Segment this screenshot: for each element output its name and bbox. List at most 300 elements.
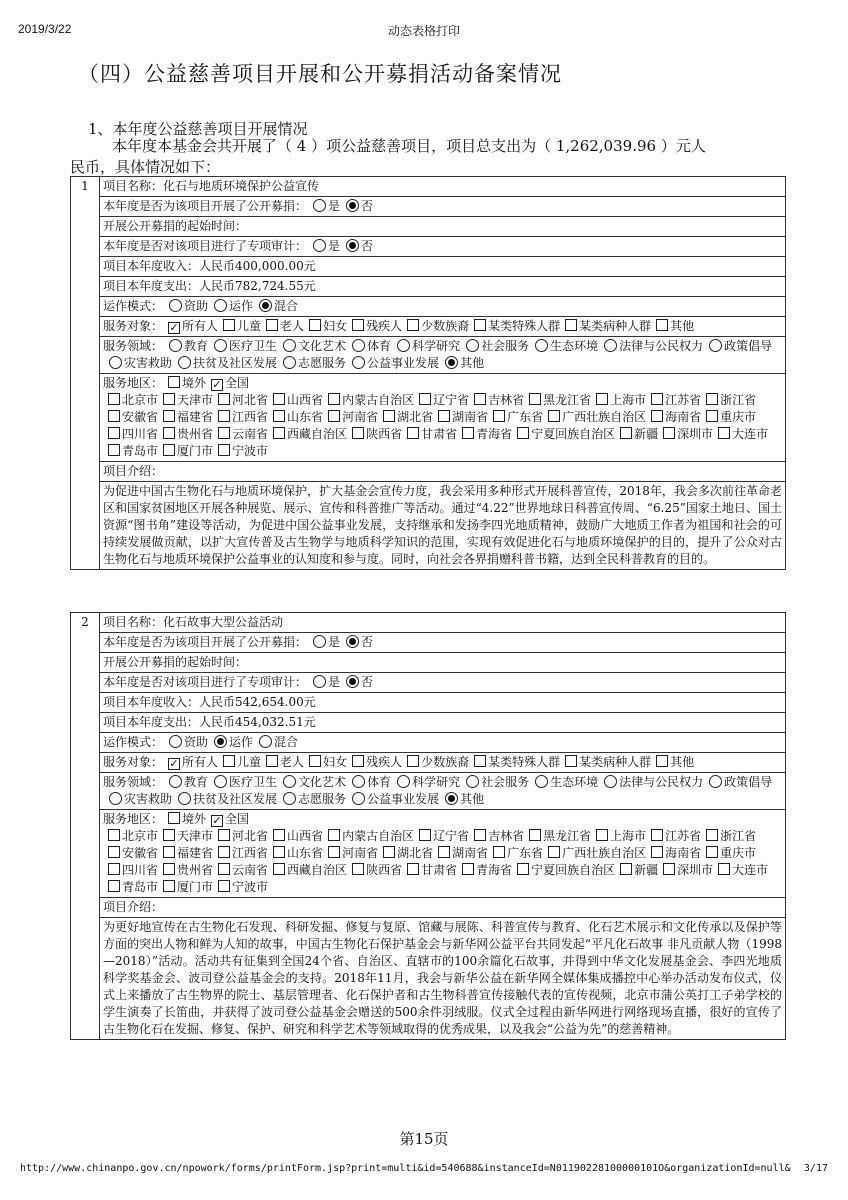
checkbox-icon[interactable] (163, 829, 175, 841)
checkbox-option[interactable] (701, 845, 756, 862)
radio-icon[interactable] (352, 339, 365, 352)
checkbox-option[interactable] (615, 862, 658, 879)
radio-icon[interactable] (169, 339, 182, 352)
radio-icon[interactable] (352, 775, 365, 788)
checkbox-icon[interactable] (706, 829, 718, 841)
radio-icon[interactable] (535, 339, 548, 352)
radio-checked-icon[interactable] (445, 356, 458, 369)
checkbox-option[interactable] (524, 392, 591, 409)
checkbox-option[interactable] (158, 845, 213, 862)
checkbox-option[interactable] (163, 375, 206, 392)
checkbox-icon[interactable] (656, 755, 668, 767)
checkbox-option[interactable] (103, 845, 158, 862)
checkbox-icon[interactable] (352, 755, 364, 767)
checkbox-option[interactable] (261, 754, 304, 771)
checkbox-icon[interactable] (108, 829, 120, 841)
checkbox-icon[interactable] (309, 755, 321, 767)
radio-icon[interactable] (604, 339, 617, 352)
checkbox-option[interactable] (213, 409, 268, 426)
radio-option[interactable] (703, 338, 772, 355)
checkbox-option[interactable] (646, 392, 701, 409)
radio-option[interactable] (307, 198, 340, 215)
checkbox-icon[interactable] (383, 846, 395, 858)
radio-icon[interactable] (283, 339, 296, 352)
checkbox-icon[interactable] (419, 829, 431, 841)
checkbox-option[interactable] (304, 318, 347, 335)
radio-option[interactable] (307, 634, 340, 651)
checkbox-option[interactable] (218, 318, 261, 335)
checkbox-label: 江苏省 (665, 829, 702, 843)
checkbox-icon[interactable] (596, 829, 608, 841)
radio-option[interactable] (439, 355, 484, 372)
row-income-cell (100, 693, 786, 713)
checkbox-checked-icon[interactable] (168, 758, 180, 770)
checkbox-option[interactable] (378, 409, 433, 426)
checkbox-checked-icon[interactable] (168, 322, 180, 334)
radio-icon[interactable] (178, 356, 191, 369)
checkbox-icon[interactable] (309, 319, 321, 331)
checkbox-option[interactable] (268, 828, 323, 845)
checkbox-option[interactable] (323, 845, 378, 862)
radio-option[interactable] (598, 774, 691, 791)
checkbox-icon[interactable] (163, 427, 175, 439)
radio-icon[interactable] (709, 339, 722, 352)
checkbox-option[interactable] (158, 879, 213, 896)
checkbox-option[interactable] (213, 862, 268, 879)
checkbox-option[interactable] (701, 828, 756, 845)
checkbox-icon[interactable] (493, 410, 505, 422)
checkbox-option[interactable] (347, 862, 402, 879)
radio-icon[interactable] (169, 775, 182, 788)
radio-option[interactable] (253, 298, 298, 315)
checkbox-icon[interactable] (328, 393, 340, 405)
checkbox-icon[interactable] (596, 393, 608, 405)
checkbox-option[interactable] (713, 426, 768, 443)
checkbox-option[interactable] (103, 426, 158, 443)
radio-icon[interactable] (466, 339, 479, 352)
radio-icon[interactable] (313, 635, 326, 648)
checkbox-option[interactable] (206, 811, 249, 828)
checkbox-icon[interactable] (474, 393, 486, 405)
radio-option[interactable] (346, 774, 391, 791)
radio-checked-icon[interactable] (346, 199, 359, 212)
radio-option[interactable] (163, 298, 208, 315)
radio-icon[interactable] (283, 775, 296, 788)
radio-icon[interactable] (178, 792, 191, 805)
checkbox-icon[interactable] (266, 319, 278, 331)
checkbox-label: 宁波市 (232, 880, 269, 894)
radio-option[interactable] (277, 355, 346, 372)
checkbox-icon[interactable] (273, 393, 285, 405)
radio-option[interactable] (346, 355, 439, 372)
checkbox-icon[interactable] (163, 863, 175, 875)
radio-icon[interactable] (313, 239, 326, 252)
row-audit (71, 237, 786, 257)
checkbox-icon[interactable] (168, 376, 180, 388)
row-field (71, 773, 786, 810)
radio-option[interactable] (277, 774, 346, 791)
checkbox-icon[interactable] (108, 863, 120, 875)
checkbox-option[interactable] (213, 845, 268, 862)
checkbox-option[interactable] (651, 754, 694, 771)
radio-checked-icon[interactable] (346, 239, 359, 252)
checkbox-option[interactable] (713, 862, 768, 879)
checkbox-icon[interactable] (529, 829, 541, 841)
checkbox-option[interactable] (469, 392, 524, 409)
checkbox-icon[interactable] (548, 410, 560, 422)
checkbox-option[interactable] (402, 862, 445, 879)
checkbox-icon[interactable] (108, 880, 120, 892)
checkbox-option[interactable] (457, 862, 512, 879)
checkbox-option[interactable] (414, 828, 469, 845)
radio-checked-icon[interactable] (445, 792, 458, 805)
checkbox-option[interactable] (469, 318, 560, 335)
checkbox-option[interactable] (218, 754, 261, 771)
checkbox-option[interactable] (304, 754, 347, 771)
radio-option[interactable] (277, 338, 346, 355)
checkbox-icon[interactable] (328, 829, 340, 841)
radio-option[interactable] (346, 338, 391, 355)
radio-icon[interactable] (109, 792, 122, 805)
radio-icon[interactable] (283, 356, 296, 369)
radio-option[interactable] (307, 238, 340, 255)
checkbox-icon[interactable] (163, 444, 175, 456)
checkbox-option[interactable] (268, 409, 323, 426)
checkbox-icon[interactable] (651, 829, 663, 841)
checkbox-icon[interactable] (328, 410, 340, 422)
checkbox-icon[interactable] (218, 427, 230, 439)
radio-icon[interactable] (214, 339, 227, 352)
radio-icon[interactable] (283, 792, 296, 805)
checkbox-icon[interactable] (218, 880, 230, 892)
checkbox-option[interactable] (543, 845, 646, 862)
checkbox-icon[interactable] (517, 427, 529, 439)
checkbox-label: 厦门市 (177, 444, 214, 458)
checkbox-icon[interactable] (620, 863, 632, 875)
radio-option[interactable] (529, 774, 598, 791)
checkbox-icon[interactable] (407, 319, 419, 331)
checkbox-icon[interactable] (163, 846, 175, 858)
checkbox-checked-icon[interactable] (211, 379, 223, 391)
checkbox-option[interactable] (433, 845, 488, 862)
checkbox-label: 黑龙江省 (543, 393, 592, 407)
radio-label: 灾害救助 (124, 792, 173, 806)
radio-option[interactable] (253, 734, 298, 751)
radio-option[interactable] (391, 774, 460, 791)
checkbox-icon[interactable] (493, 846, 505, 858)
radio-option[interactable] (346, 791, 439, 808)
public-fund-label: 本年度是否为该项目开展了公开募捐： (103, 199, 308, 213)
checkbox-icon[interactable] (407, 863, 419, 875)
checkbox-icon[interactable] (407, 427, 419, 439)
checkbox-option[interactable] (402, 318, 469, 335)
checkbox-checked-icon[interactable] (211, 815, 223, 827)
checkbox-option[interactable] (402, 426, 445, 443)
checkbox-icon[interactable] (273, 846, 285, 858)
radio-icon[interactable] (169, 299, 182, 312)
checkbox-icon[interactable] (407, 755, 419, 767)
checkbox-option[interactable] (560, 754, 651, 771)
radio-checked-icon[interactable] (259, 299, 272, 312)
checkbox-icon[interactable] (651, 393, 663, 405)
checkbox-icon[interactable] (218, 393, 230, 405)
checkbox-option[interactable] (103, 879, 158, 896)
radio-icon[interactable] (214, 299, 227, 312)
checkbox-icon[interactable] (218, 863, 230, 875)
checkbox-option[interactable] (414, 392, 469, 409)
checkbox-option[interactable] (163, 754, 218, 771)
checkbox-option[interactable] (469, 754, 560, 771)
checkbox-icon[interactable] (352, 427, 364, 439)
checkbox-option[interactable] (646, 409, 701, 426)
checkbox-option[interactable] (469, 828, 524, 845)
radio-option[interactable] (460, 338, 529, 355)
checkbox-icon[interactable] (273, 863, 285, 875)
radio-option[interactable] (340, 198, 373, 215)
checkbox-option[interactable] (658, 862, 713, 879)
checkbox-option[interactable] (402, 754, 469, 771)
checkbox-option[interactable] (615, 426, 658, 443)
checkbox-icon[interactable] (438, 846, 450, 858)
checkbox-icon[interactable] (438, 410, 450, 422)
checkbox-icon[interactable] (108, 393, 120, 405)
row-area-cell (100, 374, 786, 462)
checkbox-option[interactable] (646, 828, 701, 845)
radio-icon[interactable] (352, 356, 365, 369)
checkbox-option[interactable] (323, 409, 378, 426)
checkbox-icon[interactable] (218, 829, 230, 841)
checkbox-option[interactable] (163, 811, 206, 828)
radio-option[interactable] (103, 791, 172, 808)
radio-checked-icon[interactable] (346, 675, 359, 688)
checkbox-icon[interactable] (651, 410, 663, 422)
radio-icon[interactable] (109, 356, 122, 369)
checkbox-icon[interactable] (663, 863, 675, 875)
checkbox-option[interactable] (658, 426, 713, 443)
checkbox-label: 辽宁省 (433, 829, 470, 843)
checkbox-option[interactable] (158, 443, 213, 460)
row-public-fund (71, 633, 786, 653)
checkbox-option[interactable] (651, 318, 694, 335)
checkbox-icon[interactable] (163, 880, 175, 892)
checkbox-option[interactable] (543, 409, 646, 426)
radio-option[interactable] (208, 338, 277, 355)
checkbox-option[interactable] (512, 426, 615, 443)
checkbox-icon[interactable] (718, 427, 730, 439)
checkbox-option[interactable] (268, 392, 323, 409)
radio-option[interactable] (103, 355, 172, 372)
checkbox-icon[interactable] (663, 427, 675, 439)
checkbox-option[interactable] (103, 862, 158, 879)
checkbox-icon[interactable] (706, 846, 718, 858)
checkbox-label: 吉林省 (488, 829, 525, 843)
checkbox-option[interactable] (433, 409, 488, 426)
checkbox-icon[interactable] (218, 444, 230, 456)
checkbox-icon[interactable] (352, 863, 364, 875)
checkbox-icon[interactable] (718, 863, 730, 875)
checkbox-option[interactable] (591, 828, 646, 845)
checkbox-label: 海南省 (665, 410, 702, 424)
checkbox-icon[interactable] (706, 410, 718, 422)
checkbox-option[interactable] (206, 375, 249, 392)
checkbox-option[interactable] (701, 392, 756, 409)
checkbox-option[interactable] (524, 828, 591, 845)
checkbox-option[interactable] (347, 754, 402, 771)
radio-icon[interactable] (709, 775, 722, 788)
checkbox-icon[interactable] (223, 755, 235, 767)
checkbox-option[interactable] (158, 426, 213, 443)
radio-option[interactable] (307, 674, 340, 691)
checkbox-icon[interactable] (266, 755, 278, 767)
checkbox-icon[interactable] (328, 846, 340, 858)
checkbox-icon[interactable] (108, 427, 120, 439)
checkbox-icon[interactable] (383, 410, 395, 422)
checkbox-icon[interactable] (656, 319, 668, 331)
field-wrap-text: 力 (691, 775, 704, 789)
radio-option[interactable] (163, 734, 208, 751)
checkbox-option[interactable] (103, 392, 158, 409)
checkbox-option[interactable] (213, 879, 268, 896)
checkbox-option[interactable] (268, 845, 323, 862)
radio-icon[interactable] (397, 775, 410, 788)
checkbox-icon[interactable] (419, 393, 431, 405)
radio-option[interactable] (172, 791, 277, 808)
checkbox-option[interactable] (213, 828, 268, 845)
checkbox-option[interactable] (163, 318, 218, 335)
serve-field-label: 服务领域： (103, 339, 164, 353)
checkbox-option[interactable] (103, 828, 158, 845)
checkbox-icon[interactable] (529, 393, 541, 405)
checkbox-icon[interactable] (273, 427, 285, 439)
radio-option[interactable] (208, 734, 253, 751)
checkbox-icon[interactable] (548, 846, 560, 858)
radio-icon[interactable] (169, 735, 182, 748)
checkbox-icon[interactable] (108, 846, 120, 858)
checkbox-label: 湖南省 (452, 410, 489, 424)
radio-icon[interactable] (313, 199, 326, 212)
radio-icon[interactable] (535, 775, 548, 788)
checkbox-option[interactable] (268, 426, 347, 443)
checkbox-icon[interactable] (474, 829, 486, 841)
checkbox-icon[interactable] (273, 410, 285, 422)
radio-option[interactable] (163, 774, 208, 791)
checkbox-icon[interactable] (273, 829, 285, 841)
radio-icon[interactable] (466, 775, 479, 788)
radio-icon[interactable] (214, 775, 227, 788)
radio-option[interactable] (529, 338, 598, 355)
checkbox-icon[interactable] (163, 410, 175, 422)
checkbox-option[interactable] (158, 828, 213, 845)
checkbox-option[interactable] (347, 318, 402, 335)
radio-icon[interactable] (313, 675, 326, 688)
checkbox-label: 内蒙古自治区 (342, 829, 415, 843)
checkbox-icon[interactable] (565, 319, 577, 331)
radio-option[interactable] (163, 338, 208, 355)
checkbox-option[interactable] (378, 845, 433, 862)
checkbox-option[interactable] (158, 409, 213, 426)
checkbox-icon[interactable] (108, 410, 120, 422)
row-income (71, 693, 786, 713)
project-number: 2 (71, 613, 100, 1040)
checkbox-icon[interactable] (218, 846, 230, 858)
checkbox-icon[interactable] (517, 863, 529, 875)
checkbox-option[interactable] (701, 409, 756, 426)
radio-option[interactable] (703, 774, 772, 791)
checkbox-option[interactable] (158, 862, 213, 879)
checkbox-option[interactable] (213, 392, 268, 409)
checkbox-icon[interactable] (218, 410, 230, 422)
checkbox-option[interactable] (103, 443, 158, 460)
checkbox-option[interactable] (488, 845, 543, 862)
checkbox-label: 广东省 (507, 846, 544, 860)
intro-line-2: 民币，具体情况如下： (70, 158, 221, 176)
radio-option[interactable] (208, 298, 253, 315)
checkbox-icon[interactable] (163, 393, 175, 405)
checkbox-label: 河北省 (232, 829, 269, 843)
checkbox-label: 福建省 (177, 846, 214, 860)
radio-label: 政策倡导 (724, 339, 773, 353)
checkbox-icon[interactable] (108, 444, 120, 456)
radio-option[interactable] (340, 674, 373, 691)
checkbox-option[interactable] (323, 828, 414, 845)
radio-icon[interactable] (604, 775, 617, 788)
checkbox-option[interactable] (103, 409, 158, 426)
checkbox-option[interactable] (213, 443, 268, 460)
checkbox-option[interactable] (323, 392, 414, 409)
radio-option[interactable] (340, 238, 373, 255)
checkbox-label: 内蒙古自治区 (342, 393, 415, 407)
radio-checked-icon[interactable] (346, 635, 359, 648)
radio-option[interactable] (208, 774, 277, 791)
checkbox-label: 浙江省 (720, 829, 757, 843)
checkbox-option[interactable] (646, 845, 701, 862)
radio-icon[interactable] (259, 735, 272, 748)
radio-icon[interactable] (397, 339, 410, 352)
checkbox-option[interactable] (488, 409, 543, 426)
checkbox-option[interactable] (512, 862, 615, 879)
checkbox-icon[interactable] (474, 755, 486, 767)
checkbox-icon[interactable] (223, 319, 235, 331)
radio-option[interactable] (391, 338, 460, 355)
radio-icon[interactable] (352, 792, 365, 805)
radio-option[interactable] (460, 774, 529, 791)
checkbox-icon[interactable] (651, 846, 663, 858)
checkbox-option[interactable] (268, 862, 347, 879)
radio-option[interactable] (340, 634, 373, 651)
radio-option[interactable] (439, 791, 484, 808)
checkbox-option[interactable] (347, 426, 402, 443)
checkbox-icon[interactable] (706, 393, 718, 405)
checkbox-icon[interactable] (474, 319, 486, 331)
radio-option[interactable] (172, 355, 277, 372)
checkbox-icon[interactable] (352, 319, 364, 331)
checkbox-icon[interactable] (462, 863, 474, 875)
checkbox-option[interactable] (261, 318, 304, 335)
checkbox-icon[interactable] (168, 812, 180, 824)
checkbox-option[interactable] (158, 392, 213, 409)
checkbox-icon[interactable] (620, 427, 632, 439)
checkbox-option[interactable] (213, 426, 268, 443)
checkbox-option[interactable] (591, 392, 646, 409)
checkbox-icon[interactable] (565, 755, 577, 767)
radio-checked-icon[interactable] (214, 735, 227, 748)
checkbox-option[interactable] (457, 426, 512, 443)
checkbox-option[interactable] (560, 318, 651, 335)
row-target-cell (100, 753, 786, 773)
radio-option[interactable] (277, 791, 346, 808)
radio-option[interactable] (598, 338, 691, 355)
checkbox-icon[interactable] (462, 427, 474, 439)
